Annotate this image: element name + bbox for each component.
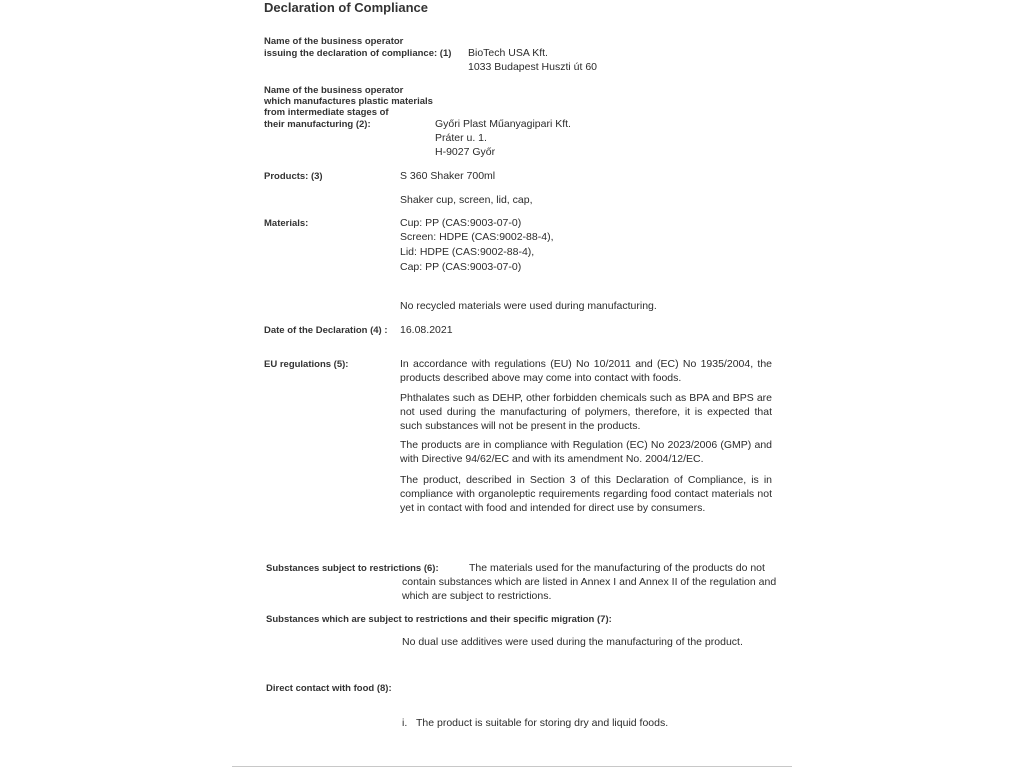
issuer-company: BioTech USA Kft. — [468, 47, 548, 59]
manufacturer-label-line-1: Name of the business operator — [264, 85, 404, 96]
product-name: S 360 Shaker 700ml — [400, 170, 496, 182]
eu-regulation-paragraph: In accordance with regulations (EU) No 10/2011 and (EC) No 1935/2004, the products described above may come into contact with foods. — [400, 358, 772, 384]
material-item: Cup: PP (CAS:9003-07-0) — [400, 217, 522, 229]
specific-migration-label: Substances which are subject to restrictions and their specific migration (7): — [266, 614, 612, 625]
direct-contact-item-text: The product is suitable for storing dry and liquid foods. — [416, 717, 669, 729]
document-title: Declaration of Compliance — [264, 0, 428, 15]
recycled-materials-note: No recycled materials were used during manufacturing. — [400, 300, 657, 312]
direct-contact-label: Direct contact with food (8): — [266, 683, 392, 694]
substances-restrictions-line: contain substances which are listed in Annex I and Annex II of the regulation and — [402, 576, 777, 588]
materials-label: Materials: — [264, 218, 309, 229]
page-bottom-divider — [232, 766, 792, 767]
products-label: Products: (3) — [264, 171, 323, 182]
substances-restrictions-line: which are subject to restrictions. — [402, 590, 552, 602]
manufacturer-city: H-9027 Győr — [435, 146, 496, 158]
eu-regulations-label: EU regulations (5): — [264, 359, 349, 370]
material-item: Cap: PP (CAS:9003-07-0) — [400, 261, 522, 273]
manufacturer-street: Práter u. 1. — [435, 132, 487, 144]
substances-restrictions-line: The materials used for the manufacturing of the products do not — [469, 562, 765, 574]
issuer-address: 1033 Budapest Huszti út 60 — [468, 61, 598, 73]
declaration-date-value: 16.08.2021 — [400, 324, 453, 336]
direct-contact-item-marker: i. — [402, 717, 408, 729]
eu-regulation-paragraph: The product, described in Section 3 of this Declaration of Compliance, is in compliance with organoleptic requirements regarding food contact materials not yet in contact with food and intended for direct use by consumers. — [400, 474, 772, 514]
specific-migration-text: No dual use additives were used during the manufacturing of the product. — [402, 636, 743, 648]
material-item: Lid: HDPE (CAS:9002-88-4), — [400, 246, 535, 258]
product-parts: Shaker cup, screen, lid, cap, — [400, 194, 533, 206]
manufacturer-label-line-4: their manufacturing (2): — [264, 119, 371, 130]
manufacturer-label-line-3: from intermediate stages of — [264, 107, 389, 118]
eu-regulation-paragraph: Phthalates such as DEHP, other forbidden chemicals such as BPA and BPS are not used during the manufacturing of polymers, therefore, it is expected that such substances will not be present in the products. — [400, 392, 772, 432]
issuer-label-line-1: Name of the business operator — [264, 36, 404, 47]
material-item: Screen: HDPE (CAS:9002-88-4), — [400, 231, 554, 243]
issuer-label-line-2: issuing the declaration of compliance: (1) — [264, 48, 452, 59]
declaration-date-label: Date of the Declaration (4) : — [264, 325, 388, 336]
manufacturer-company: Győri Plast Műanyagipari Kft. — [435, 118, 571, 130]
manufacturer-label-line-2: which manufactures plastic materials — [264, 96, 433, 107]
substances-restrictions-label: Substances subject to restrictions (6): — [266, 563, 439, 574]
eu-regulation-paragraph: The products are in compliance with Regulation (EC) No 2023/2006 (GMP) and with Directive 94/62/EC and with its amendment No. 2004/12/EC. — [400, 439, 772, 465]
